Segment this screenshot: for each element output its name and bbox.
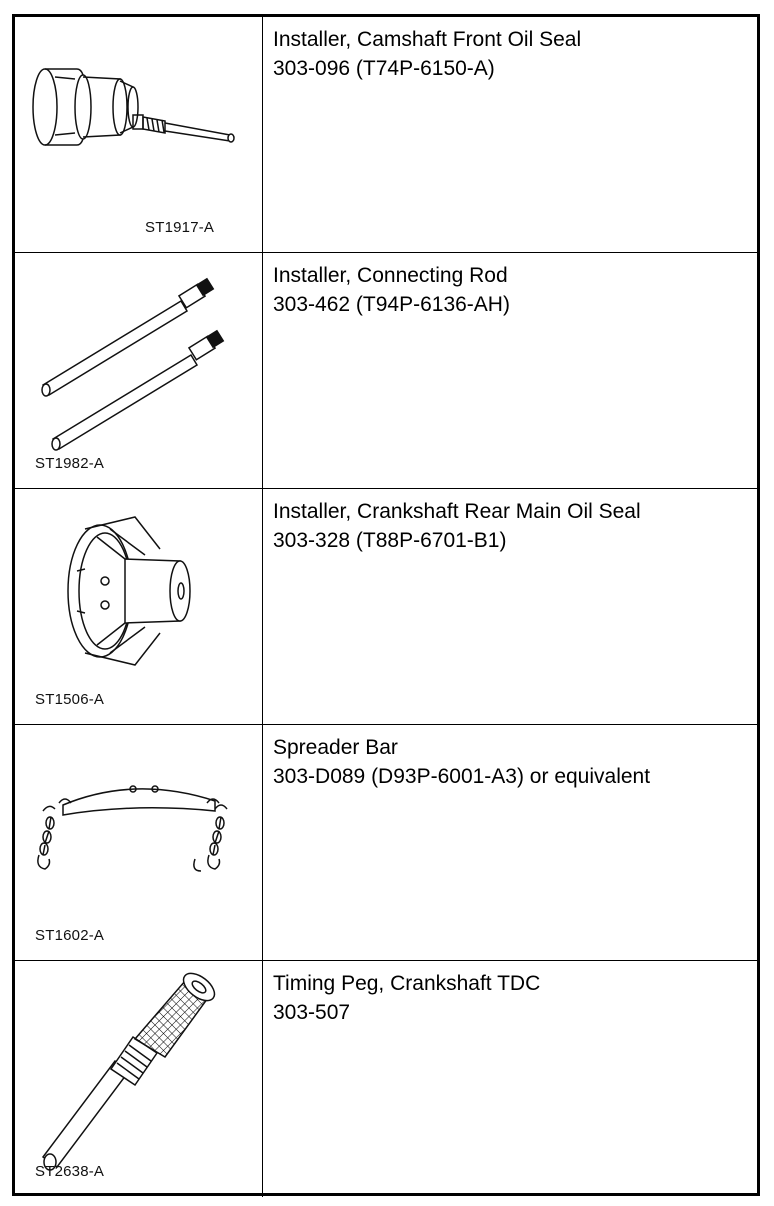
tool-name: Installer, Crankshaft Rear Main Oil Seal bbox=[273, 500, 641, 523]
tool-description-cell bbox=[263, 253, 757, 488]
image-code: ST1506-A bbox=[35, 691, 105, 708]
tool-image-cell bbox=[15, 17, 263, 252]
tool-name: Spreader Bar bbox=[273, 736, 398, 759]
special-tools-table bbox=[12, 14, 760, 1196]
tool-number: 303-462 (T94P-6136-AH) bbox=[273, 293, 510, 316]
tool-number: 303-096 (T74P-6150-A) bbox=[273, 57, 495, 80]
tool-name: Installer, Connecting Rod bbox=[273, 264, 508, 287]
oil-seal-installer-icon bbox=[15, 17, 262, 253]
tool-number: 303-D089 (D93P-6001-A3) or equivalent bbox=[273, 765, 651, 788]
tool-number: 303-507 bbox=[273, 1001, 351, 1024]
tool-image-cell bbox=[15, 489, 263, 724]
tool-name: Timing Peg, Crankshaft TDC bbox=[273, 972, 541, 995]
table-row bbox=[15, 489, 757, 725]
tool-description-cell bbox=[263, 725, 757, 960]
tool-description-cell bbox=[263, 961, 757, 1197]
image-code: ST1602-A bbox=[35, 927, 105, 944]
tool-name: Installer, Camshaft Front Oil Seal bbox=[273, 28, 582, 51]
connecting-rod-installer-icon bbox=[15, 253, 262, 489]
tool-description-cell bbox=[263, 17, 757, 252]
tool-image-cell bbox=[15, 253, 263, 488]
tool-description-cell bbox=[263, 489, 757, 724]
image-code: ST1982-A bbox=[35, 455, 105, 472]
table-row bbox=[15, 961, 757, 1197]
tool-image-cell bbox=[15, 725, 263, 960]
spreader-bar-icon bbox=[15, 725, 262, 961]
tool-number: 303-328 (T88P-6701-B1) bbox=[273, 529, 507, 552]
image-code: ST2638-A bbox=[35, 1163, 105, 1180]
table-row bbox=[15, 17, 757, 253]
table-row bbox=[15, 253, 757, 489]
table-row bbox=[15, 725, 757, 961]
tool-image-cell bbox=[15, 961, 263, 1197]
timing-peg-icon bbox=[15, 961, 262, 1197]
rear-main-seal-installer-icon bbox=[15, 489, 262, 725]
image-code: ST1917-A bbox=[145, 219, 215, 236]
